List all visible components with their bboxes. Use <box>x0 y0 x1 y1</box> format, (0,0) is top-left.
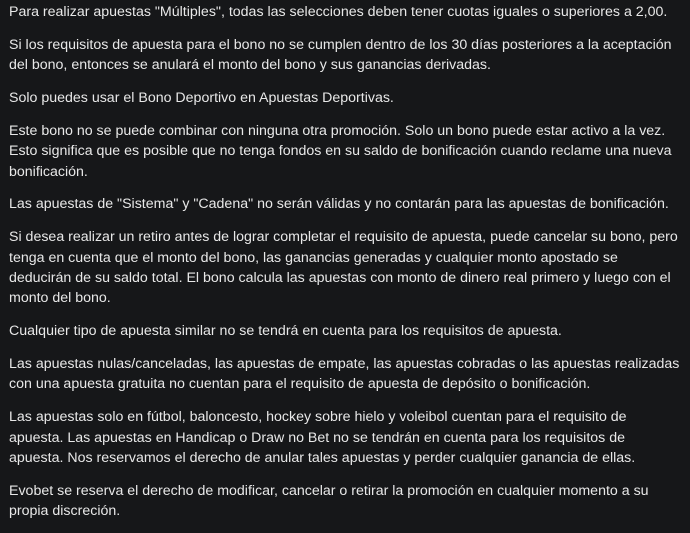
terms-paragraph: Las apuestas de "Sistema" y "Cadena" no serán válidas y no contarán para las apuestas de bonificación. <box>9 196 669 213</box>
terms-paragraph: Para realizar apuestas "Múltiples", todas las selecciones deben tener cuotas iguales o superiores a 2,00. <box>9 4 668 20</box>
terms-paragraph: Las apuestas solo en fútbol, baloncesto, hockey sobre hielo y voleibol cuentan para el requisito de apuesta. Las apuestas en Handicap o Draw no Bet no se tendrán en cuenta para los requisitos de apuesta. Nos reservamos el derecho de anular tales apuestas y perder cualquier ganancia de ellas. <box>9 409 636 467</box>
terms-paragraph: Cualquier tipo de apuesta similar no se tendrá en cuenta para los requisitos de apuesta. <box>9 323 562 340</box>
terms-paragraph: Solo puedes usar el Bono Deportivo en Apuestas Deportivas. <box>9 90 394 106</box>
terms-paragraph: Evobet se reserva el derecho de modificar, cancelar o retirar la promoción en cualquier momento a su propia discreción. <box>9 482 649 520</box>
terms-paragraph: Si desea realizar un retiro antes de lograr completar el requisito de apuesta, puede cancelar su bono, pero tenga en cuenta que el monto del bono, las ganancias generadas y cualquier monto apostado se deducirán de su saldo total. El bono calcula las apuestas con monto de dinero real primero y luego con el monto del bono. <box>9 229 678 307</box>
terms-paragraph: Las apuestas nulas/canceladas, las apuestas de empate, las apuestas cobradas o las apuestas realizadas con una apuesta gratuita no cuentan para el requisito de apuesta de depósito o bonificación. <box>9 356 680 393</box>
terms-paragraph: Si los requisitos de apuesta para el bono no se cumplen dentro de los 30 días posteriores a la aceptación del bono, entonces se anulará el monto del bono y sus ganancias derivadas. <box>9 36 672 74</box>
terms-paragraph: Este bono no se puede combinar con ninguna otra promoción. Solo un bono puede estar activo a la vez. Esto significa que es posible que no tenga fondos en su saldo de bonificación cuando reclame una nueva bonificación. <box>9 122 672 180</box>
